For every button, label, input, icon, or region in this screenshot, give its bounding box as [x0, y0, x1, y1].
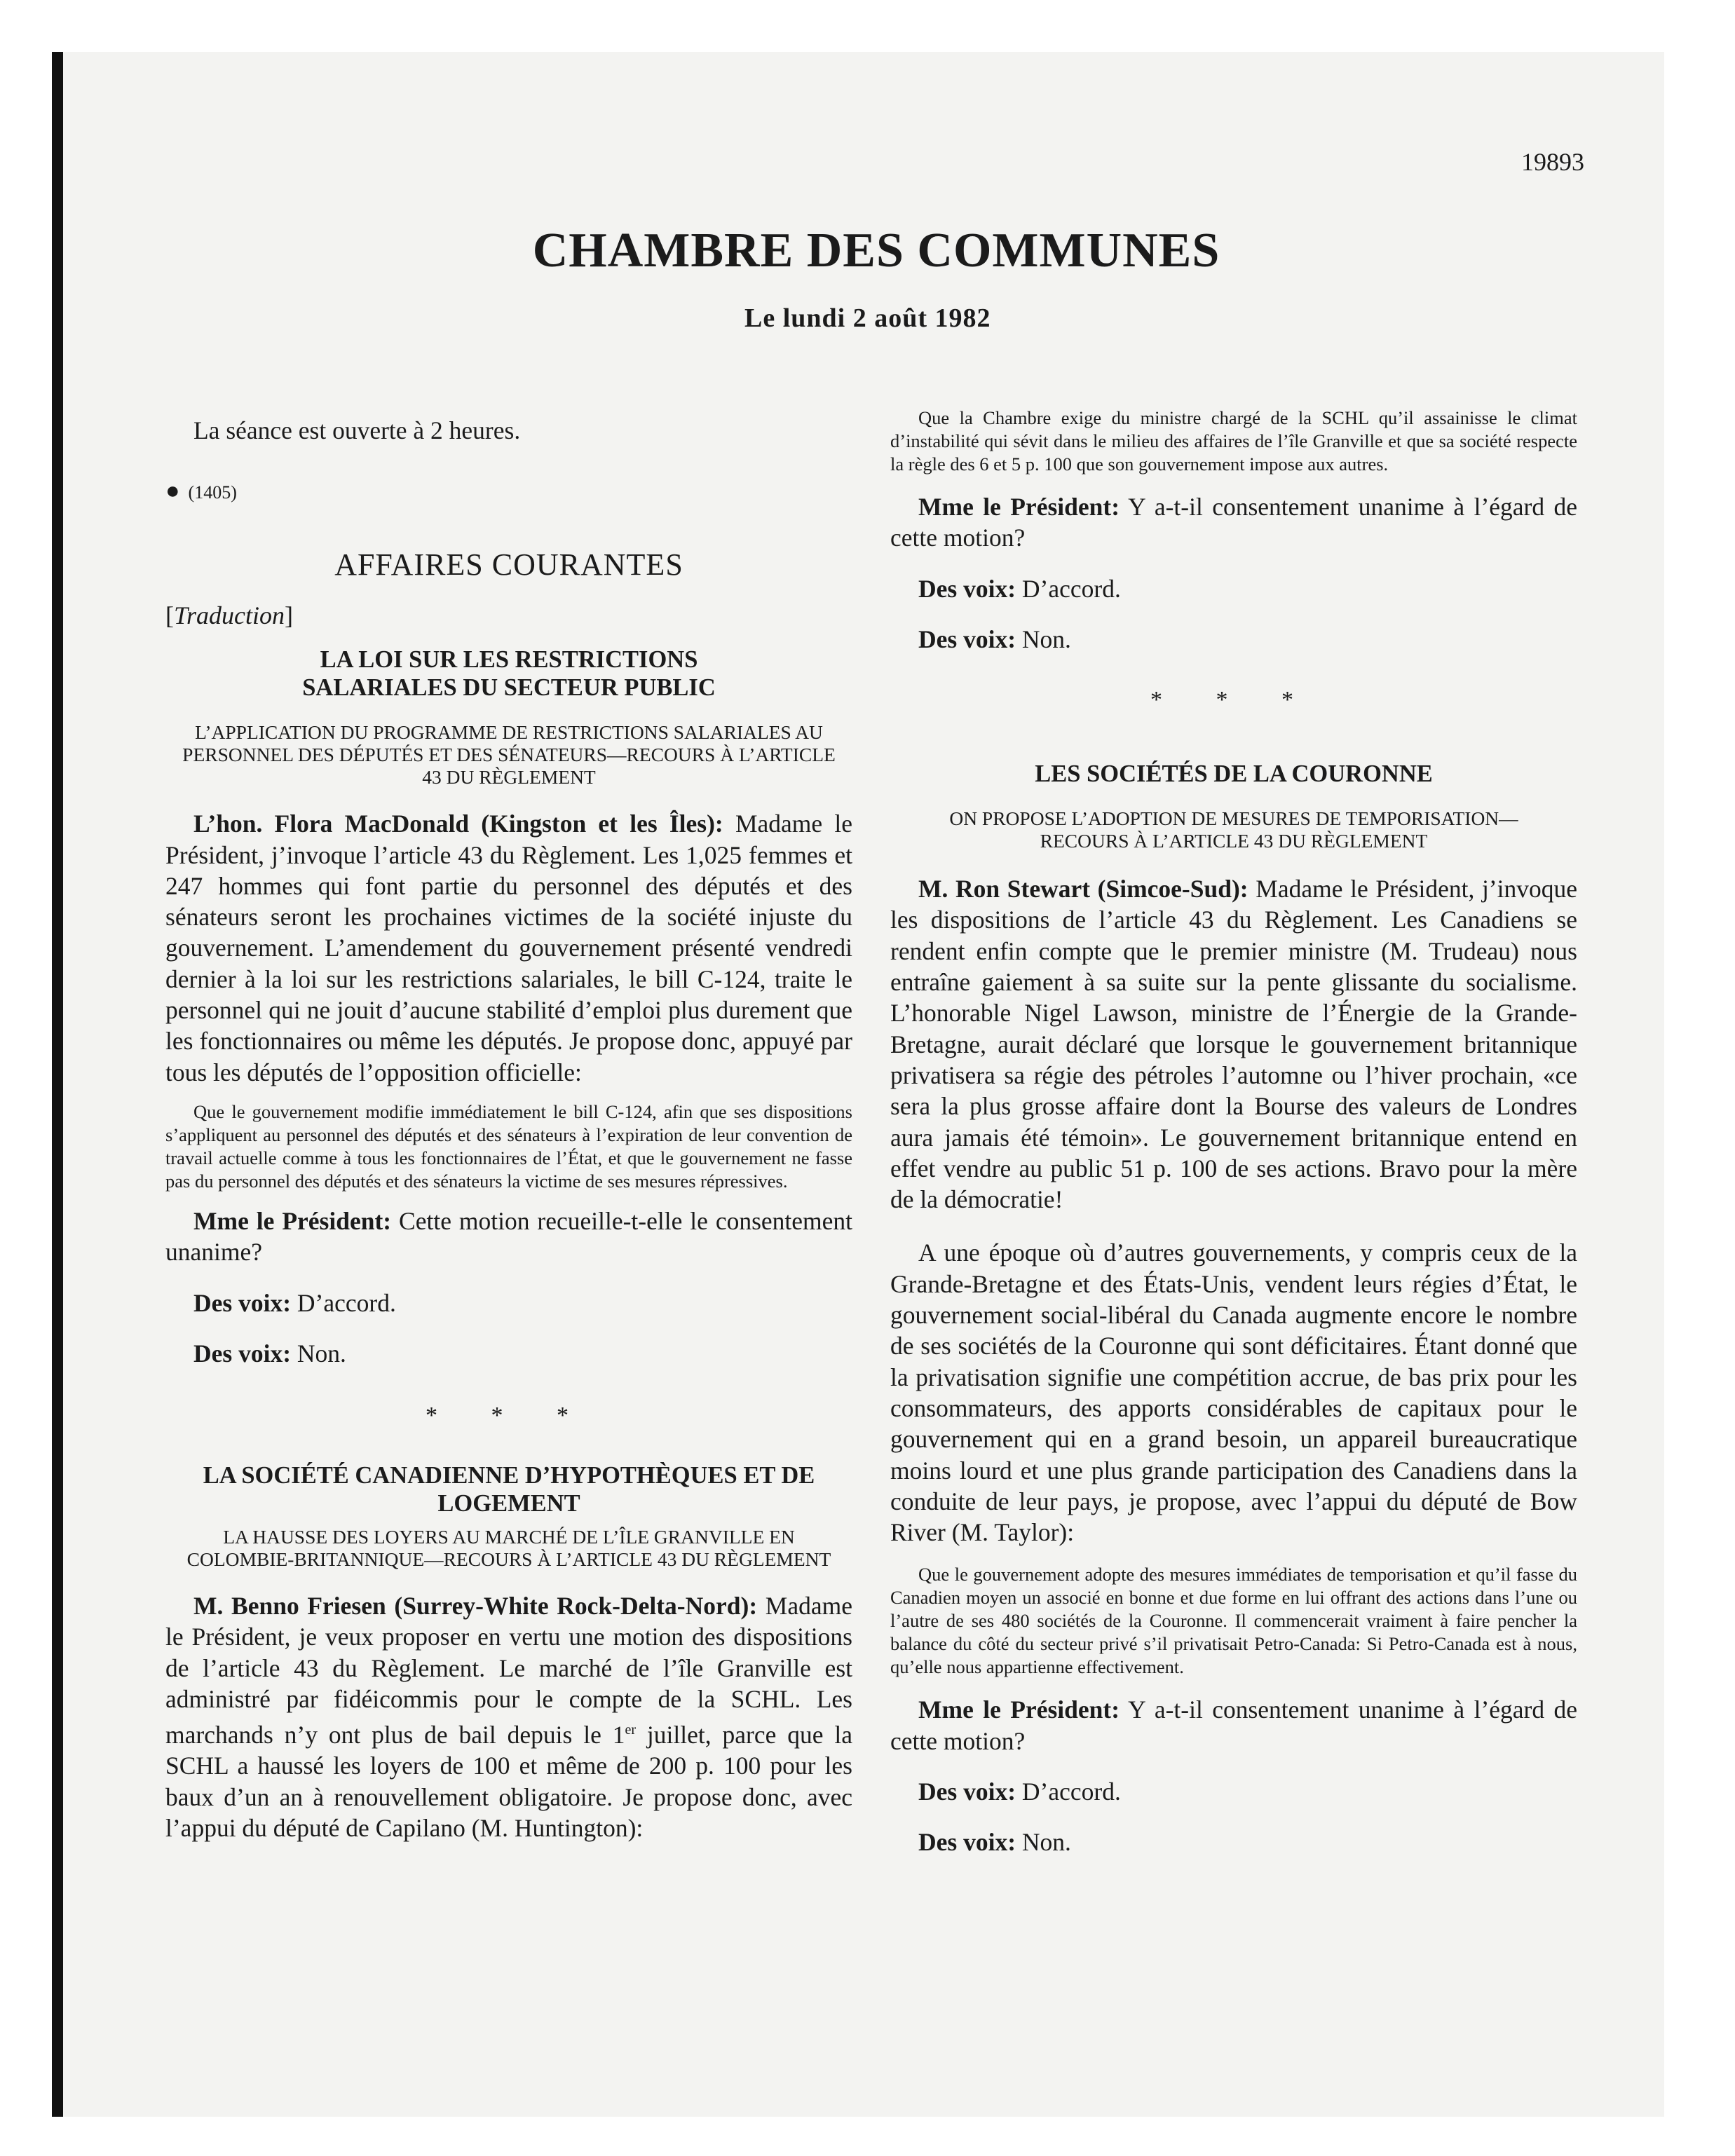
right-column [890, 407, 1577, 1858]
sitting-date: Le lundi 2 août 1982 [744, 303, 991, 333]
time-marker-text: (1405) [188, 482, 237, 503]
speech-text: Cette motion recueille-t-elle le consentement unanime? [165, 1206, 853, 1267]
speaker-name: Des voix: [918, 625, 1016, 653]
speaker-name: M. Benno Friesen (Surrey-White Rock-Delta-Nord): [193, 1592, 758, 1621]
section3-president [890, 1694, 1577, 1756]
speech-text: juillet, parce que la SCHL a haussé les loyers de 100 et même de 200 p. 100 pour les baux d’un an à renouvellement obligatoire. Je propose donc, avec l’appui du député de Capilano (M. Huntington): [165, 1721, 852, 1843]
speech-text: Non. [1021, 1828, 1071, 1857]
section2-voices-agree [890, 573, 1577, 604]
section1-motion: Que le gouvernement modifie immédiatement le bill C-124, afin que ses dispositions s’appliquent au personnel des députés et des sénateurs à l’expiration de leur convention de travail actuelle comme à tous les fonctionnaires de l’État, et que le gouvernement ne fasse pas du personnel des députés et des sénateurs la victime de ses mesures répressives. [165, 1100, 852, 1192]
speaker-name: Mme le Président: [918, 1696, 1120, 1724]
section3-voices-disagree [890, 1827, 1577, 1857]
speaker-name: M. Ron Stewart (Simcoe-Sud): [918, 875, 1248, 903]
section3-speech [890, 873, 1577, 1215]
left-column [165, 414, 852, 1843]
section1-voices-disagree [165, 1338, 852, 1369]
speaker-name: Mme le Président: [193, 1206, 392, 1235]
speech-text: Y a-t-il consentement unanime à l’égard de cette motion? [890, 493, 1578, 552]
speaker-name: Des voix: [918, 1828, 1016, 1857]
speech-text: Y a-t-il consentement unanime à l’égard de cette motion? [890, 1696, 1578, 1755]
speech-text: Madame le Président, j’invoque les dispositions de l’article 43 du Règlement. Les Canadiens se rendent enfin compte que le premier ministre (M. Trudeau) nous entraîne gaiement à sa suite sur la pente glissante du socialisme. L’honorable Nigel Lawson, ministre de l’Énergie de la Grande-Bretagne, aurait déclaré que lorsque le gouvernement britannique privatisera sa régie des pétroles l’automne ou l’hiver prochain, «ce sera la plus grosse affaire dont la Bourse des valeurs de Londres aura jamais été témoin». Le gouvernement britannique entend en effet vendre au public 51 p. 100 de ses actions. Bravo pour la mère de la démocratie! [890, 875, 1578, 1214]
speech-text: D’accord. [1021, 1778, 1121, 1806]
section3-motion: Que le gouvernement adopte des mesures immédiates de temporisation et qu’il fasse du Canadien moyen un associé en bonne et due forme en lui offrant des actions dans l’une ou l’autre de ses 480 sociétés de la Couronne. Il commencerait vraiment à faire pencher la balance du côté du secteur privé s’il privatisait Petro-Canada: Si Petro-Canada est à nous, qu’elle nous appartienne effectivement. [890, 1564, 1577, 1678]
section1-subheading: L’APPLICATION DU PROGRAMME DE RESTRICTIONS SALARIALES AU PERSONNEL DES DÉPUTÉS ET DES SÉNATEURS—RECOURS À L’ARTICLE 43 DU RÈGLEMENT [182, 721, 836, 789]
speech-text: D’accord. [297, 1288, 396, 1317]
section2-heading: LA SOCIÉTÉ CANADIENNE D’HYPOTHÈQUES ET DE LOGEMENT [203, 1462, 815, 1517]
superscript: er [625, 1722, 637, 1738]
section2-voices-disagree [890, 624, 1577, 655]
section-heading: AFFAIRES COURANTES [334, 547, 683, 582]
translation-tag-text: Traduction [174, 601, 285, 630]
bullet-icon: ● [165, 478, 180, 505]
speaker-name: Des voix: [918, 1778, 1016, 1806]
section1-president [165, 1206, 852, 1268]
separator: * * * [426, 1403, 592, 1429]
speaker-name: Mme le Président: [918, 493, 1120, 521]
speech-text: D’accord. [1021, 574, 1121, 603]
speech-text: Non. [297, 1339, 346, 1367]
speech-text: Madame le Président, j’invoque l’article 43 du Règlement. Les 1,025 femmes et 247 hommes qui font partie du personnel des députés et des sénateurs seront les prochaines victimes de la société injuste du gouvernement. L’amendement du gouvernement présenté vendredi dernier à la loi sur les restrictions salariales, le bill C-124, traite le personnel qui ne jouit d’aucune stabilité d’emploi plus durement que les fonctionnaires ou même les députés. Je propose donc, appuyé par tous les députés de l’opposition officielle: [165, 810, 852, 1086]
section2-subheading: LA HAUSSE DES LOYERS AU MARCHÉ DE L’ÎLE GRANVILLE EN COLOMBIE-BRITANNIQUE—RECOURS À L’ARTICLE 43 DU RÈGLEMENT [186, 1526, 831, 1571]
binding-edge [52, 52, 63, 2117]
page-number: 19893 [1521, 148, 1584, 176]
section3-speech-continued: A une époque où d’autres gouvernements, y compris ceux de la Grande-Bretagne et des États-Unis, vendent leurs régies d’État, le gouvernement social-libéral du Canada augmente encore le nombre de ses sociétés de la Couronne qui sont déficitaires. Étant donné que la privatisation signifie une compétition accrue, de bas prix pour les consommateurs, des apports considérables de capitaux pour le gouvernement qui en a grand besoin, un appareil bureaucratique moins lourd et une plus grande participation des Canadiens dans la conduite de leur pays, je propose, avec l’appui du député de Bow River (M. Taylor): [890, 1239, 1577, 1547]
page-title: CHAMBRE DES COMMUNES [532, 224, 1220, 278]
section3-voices-agree [890, 1776, 1577, 1807]
speaker-name: Des voix: [918, 574, 1016, 603]
speaker-name: Des voix: [193, 1288, 292, 1317]
section1-heading: LA LOI SUR LES RESTRICTIONS SALARIALES DU SECTEUR PUBLIC [302, 646, 716, 702]
speech-text: Non. [1021, 625, 1071, 653]
time-marker [165, 478, 852, 505]
opening-line: La séance est ouverte à 2 heures. [193, 416, 521, 444]
section1-speech [165, 808, 852, 1088]
section2-motion: Que la Chambre exige du ministre chargé de la SCHL qu’il assainisse le climat d’instabilité qui sévit dans le milieu des affaires de l’île Granville et que sa société respecte la règle des 6 et 5 p. 100 que son gouvernement impose aux autres. [890, 407, 1577, 475]
section3-subheading: ON PROPOSE L’ADOPTION DE MESURES DE TEMPORISATION—RECOURS À L’ARTICLE 43 DU RÈGLEMENT [949, 807, 1518, 852]
section2-speech [165, 1590, 852, 1843]
translation-tag: [Traduction] [165, 601, 294, 630]
section3-heading: LES SOCIÉTÉS DE LA COURONNE [1035, 760, 1433, 788]
speaker-name: L’hon. Flora MacDonald (Kingston et les Îles): [193, 810, 723, 838]
section2-president [890, 491, 1577, 554]
section1-voices-agree [165, 1288, 852, 1318]
separator: * * * [1150, 687, 1317, 714]
speech-text: Madame le Président, je veux proposer en vertu une motion des dispositions de l’article 43 du Règlement. Le marché de l’île Granville est administré par fidéicommis pour le compte de la SCHL. Les marchands n’y ont plus de bail depuis le 1 [165, 1592, 852, 1749]
speaker-name: Des voix: [193, 1339, 292, 1367]
